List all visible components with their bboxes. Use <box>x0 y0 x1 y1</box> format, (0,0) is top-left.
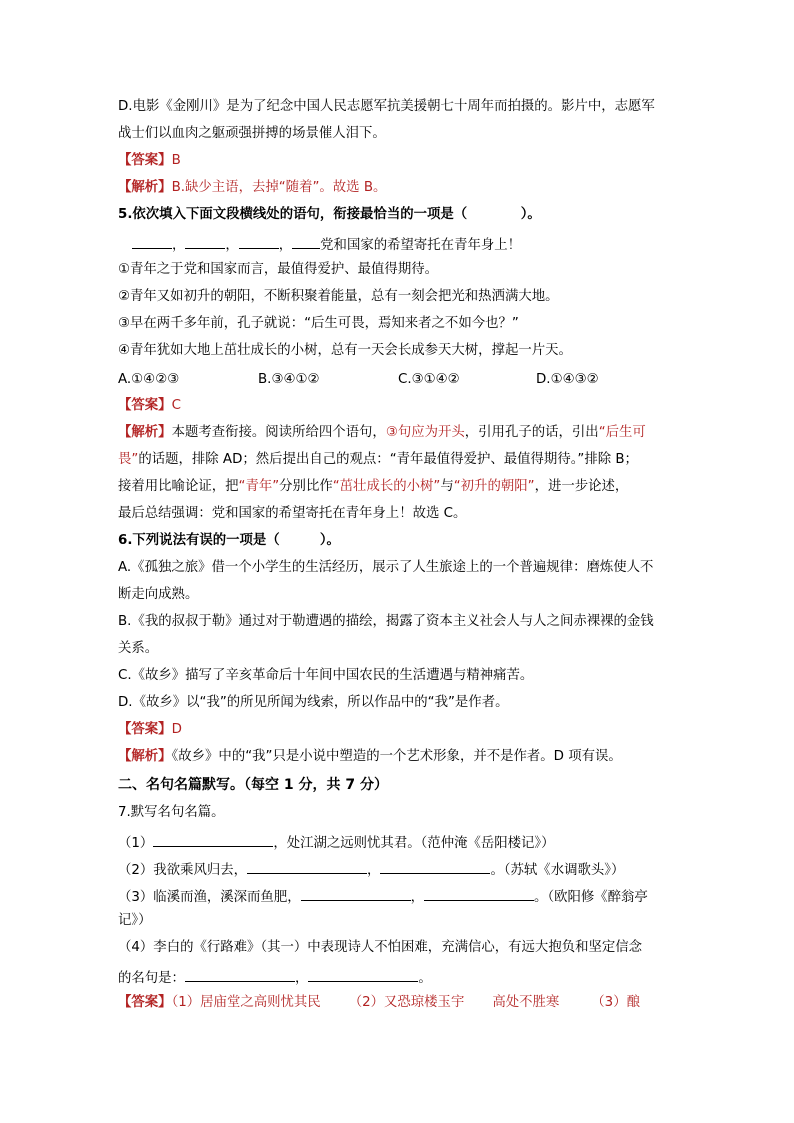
analysis-highlight: “茁壮成长的小树” <box>332 479 441 494</box>
q6-option-b-line2: 关系。 <box>118 641 159 656</box>
item-text: ，处江湖之远则忧其君。（范仲淹《岳阳楼记》） <box>273 836 555 851</box>
answer-part: 高处不胜寒 <box>492 995 560 1010</box>
analysis-text: 分别比作 <box>279 479 333 494</box>
answer-label: 【答案】 <box>118 398 172 413</box>
fill-blank <box>239 235 279 249</box>
q5-analysis-line1 <box>118 426 646 439</box>
fill-blank <box>247 860 367 874</box>
q5-sentence-1: ①青年之于党和国家而言，最值得爱护、最值得期待。 <box>118 262 438 277</box>
answer-value: D <box>171 722 182 737</box>
fill-blank <box>308 968 418 982</box>
answer-value: B <box>171 153 181 168</box>
q6-option-c: C.《故乡》描写了辛亥革命后十年间中国农民的生活遭遇与精神痛苦。 <box>118 668 534 683</box>
passage-tail: 党和国家的希望寄托在青年身上！ <box>320 238 522 253</box>
fill-blank <box>424 887 534 901</box>
q4-analysis <box>118 181 386 194</box>
fill-blank <box>185 968 295 982</box>
item-number: （1） <box>118 836 154 851</box>
q5-option-b: B.③④①② <box>258 372 320 387</box>
q5-analysis-line3 <box>118 480 628 493</box>
blank-separator: ， <box>172 238 186 253</box>
q6-answer <box>118 723 182 736</box>
fill-blank <box>153 833 273 847</box>
q5-analysis-line4: 最后总结强调：党和国家的希望寄托在青年身上！故选 C。 <box>118 506 467 521</box>
analysis-label: 【解析】 <box>118 180 172 195</box>
analysis-highlight: “青年” <box>238 479 280 494</box>
q5-stem: 5.依次填入下面文段横线处的语句，衔接最恰当的一项是（ ）。 <box>118 207 541 222</box>
item-text: ， <box>294 971 309 986</box>
q6-option-a-line1: A.《孤独之旅》借一个小学生的生活经历，展示了人生旅途上的一个普遍规律：磨炼使人不 <box>118 560 654 575</box>
q7-item-3-cont: 记》） <box>118 913 152 928</box>
item-text: （2）我欲乘风归去， <box>118 863 248 878</box>
item-text: 。（欧阳修《醉翁亭 <box>534 890 648 905</box>
analysis-text: 的话题，排除 AD；然后提出自己的观点：“青年最值得爱护、最值得期待。”排除 B； <box>138 452 638 467</box>
analysis-text: ，进一步论述， <box>534 479 629 494</box>
item-text: ， <box>410 890 424 905</box>
q7-item-3 <box>118 887 648 904</box>
q7-item-1 <box>118 833 555 850</box>
blank-separator: ， <box>225 238 239 253</box>
answer-part: （1）居庙堂之高则忧其民 <box>171 995 321 1010</box>
analysis-text: 与 <box>440 479 454 494</box>
q5-answer <box>118 399 181 412</box>
fill-blank <box>292 235 320 249</box>
q5-option-c: C.③①④② <box>398 372 460 387</box>
analysis-highlight: ③句应为开头 <box>385 425 465 440</box>
q6-stem: 6.下列说法有误的一项是（ ）。 <box>118 533 340 548</box>
q7-stem: 7.默写名句名篇。 <box>118 805 225 820</box>
q5-passage <box>132 235 521 252</box>
item-text: （3）临溪而渔，溪深而鱼肥， <box>118 890 301 905</box>
q4-answer <box>118 154 181 167</box>
fill-blank <box>301 887 411 901</box>
item-text: 。 <box>418 971 432 986</box>
q5-sentence-4: ④青年犹如大地上茁壮成长的小树，总有一天会长成参天大树，撑起一片天。 <box>118 343 572 358</box>
analysis-text: 《故乡》中的“我”只是小说中塑造的一个艺术形象，并不是作者。D 项有误。 <box>171 749 622 764</box>
item-text: ， <box>367 863 381 878</box>
q7-item-2 <box>118 860 624 877</box>
fill-blank <box>185 235 225 249</box>
q5-options <box>118 372 678 388</box>
section-title: 二、名句名篇默写。（每空 1 分，共 7 分） <box>118 777 388 793</box>
analysis-highlight: “后生可 <box>598 425 646 440</box>
q5-option-d: D.①④③② <box>536 372 599 387</box>
fill-blank <box>380 860 490 874</box>
analysis-text: 接着用比喻论证，把 <box>118 479 239 494</box>
item-text: 的名句是： <box>118 971 185 986</box>
fill-blank <box>132 235 172 249</box>
analysis-label: 【解析】 <box>118 425 172 440</box>
q7-item-4-line1: （4）李白的《行路难》（其一）中表现诗人不怕困难，充满信心，有远大抱负和坚定信念 <box>118 940 643 955</box>
q6-option-a-line2: 断走向成熟。 <box>118 587 199 602</box>
q7-item-4-line2 <box>118 968 432 985</box>
q6-option-d: D.《故乡》以“我”的所见所闻为线索，所以作品中的“我”是作者。 <box>118 695 509 710</box>
analysis-highlight: 畏” <box>118 452 139 467</box>
q5-analysis-line2 <box>118 453 638 466</box>
answer-label: 【答案】 <box>118 722 172 737</box>
q5-sentence-3: ③早在两千多年前，孔子就说：“后生可畏，焉知来者之不如今也？” <box>118 316 519 331</box>
q4-option-d-line1: D.电影《金刚川》是为了纪念中国人民志愿军抗美援朝七十周年而拍摄的。影片中，志愿军 <box>118 99 655 114</box>
answer-label: 【答案】 <box>118 153 172 168</box>
item-text: 。（苏轼《水调歌头》） <box>490 863 625 878</box>
analysis-highlight: “初升的朝阳” <box>453 479 535 494</box>
answer-value: C <box>171 398 181 413</box>
q7-answer <box>118 996 678 1009</box>
answer-part: （3）酿 <box>591 995 640 1010</box>
analysis-text: ，引用孔子的话，引出 <box>464 425 599 440</box>
q6-analysis <box>118 750 622 763</box>
analysis-label: 【解析】 <box>118 749 172 764</box>
analysis-text: B.缺少主语，去掉“随着”。故选 B。 <box>171 180 387 195</box>
analysis-text: 本题考查衔接。阅读所给四个语句， <box>171 425 386 440</box>
answer-label: 【答案】 <box>118 995 172 1010</box>
answer-part: （2）又恐琼楼玉宇 <box>348 995 465 1010</box>
blank-separator: ， <box>278 238 293 253</box>
q4-option-d-line2: 战士们以血肉之躯顽强拼搏的场景催人泪下。 <box>118 126 386 141</box>
q6-option-b-line1: B.《我的叔叔于勒》通过对于勒遭遇的描绘，揭露了资本主义社会人与人之间赤裸裸的金钱 <box>118 614 654 629</box>
q5-option-a: A.①④②③ <box>118 372 180 387</box>
q5-sentence-2: ②青年又如初升的朝阳，不断积聚着能量，总有一刻会把光和热洒满大地。 <box>118 289 559 304</box>
